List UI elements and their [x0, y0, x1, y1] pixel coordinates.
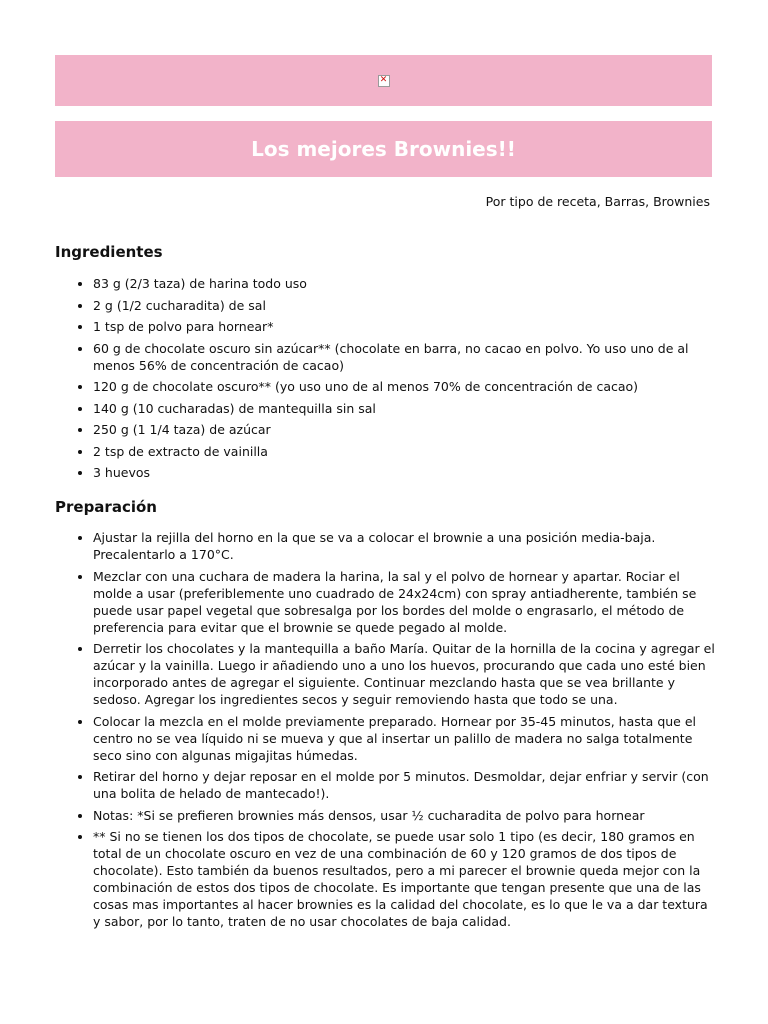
list-item: • 1 tsp de polvo para hornear* [93, 318, 715, 335]
preparation-list [55, 529, 715, 930]
list-item: • Colocar la mezcla en el molde previamente preparado. Hornear por 35-45 minutos, hasta que el centro no se vea líquido ni se mueva y que al insertar un palillo de madera no salga totalmente seco sino con algunas migajitas húmedas. [93, 713, 715, 764]
list-item: • 120 g de chocolate oscuro** (yo uso uno de al menos 70% de concentración de cacao) [93, 378, 715, 395]
page-title: Los mejores Brownies!! [251, 137, 516, 161]
title-banner [55, 121, 712, 177]
list-item: • 2 tsp de extracto de vainilla [93, 443, 715, 460]
list-item: • 2 g (1/2 cucharadita) de sal [93, 297, 715, 314]
list-item: • 83 g (2/3 taza) de harina todo uso [93, 275, 715, 292]
ingredients-heading: Ingredientes [55, 243, 163, 261]
list-item: • 140 g (10 cucharadas) de mantequilla sin sal [93, 400, 715, 417]
list-item: • Retirar del horno y dejar reposar en el molde por 5 minutos. Desmoldar, dejar enfriar y servir (con una bolita de helado de mantecado!). [93, 768, 715, 802]
list-item: • Notas: *Si se prefieren brownies más densos, usar ½ cucharadita de polvo para hornear [93, 807, 715, 824]
preparation-section [55, 498, 715, 935]
list-item: • 250 g (1 1/4 taza) de azúcar [93, 421, 715, 438]
list-item: • Mezclar con una cuchara de madera la harina, la sal y el polvo de hornear y apartar. Rociar el molde a usar (preferiblemente uno cuadrado de 24x24cm) con spray antiadherente, también se puede usar papel vegetal que sobresalga por los bordes del molde o engrasarlo, el método de preferencia para evitar que el brownie se quede pegado al molde. [93, 568, 715, 636]
header-image-banner [55, 55, 712, 106]
list-item: • ** Si no se tienen los dos tipos de chocolate, se puede usar solo 1 tipo (es decir, 180 gramos en total de un chocolate oscuro en vez de una combinación de 60 y 120 gramos de dos tipos de chocolate). Esto también da buenos resultados, pero a mi parecer el brownie queda mejor con la combinación de estos dos tipos de chocolate. Es importante que tengan presente que una de las cosas mas importantes al hacer brownies es la calidad del chocolate, es lo que le va a dar textura y sabor, por lo tanto, traten de no usar chocolates de baja calidad. [93, 828, 715, 930]
ingredients-section [55, 243, 715, 486]
list-item: • Ajustar la rejilla del horno en la que se va a colocar el brownie a una posición media-baja. Precalentarlo a 170°C. [93, 529, 715, 563]
recipe-categories: Por tipo de receta, Barras, Brownies [485, 194, 710, 209]
list-item: • 60 g de chocolate oscuro sin azúcar** (chocolate en barra, no cacao en polvo. Yo uso uno de al menos 56% de concentración de cacao) [93, 340, 715, 374]
list-item: • 3 huevos [93, 464, 715, 481]
preparation-heading: Preparación [55, 498, 157, 516]
ingredients-list [55, 275, 715, 481]
list-item: • Derretir los chocolates y la mantequilla a baño María. Quitar de la hornilla de la cocina y agregar el azúcar y la vainilla. Luego ir añadiendo uno a uno los huevos, procurando que cada uno esté bien incorporado antes de agregar el siguiente. Continuar mezclando hasta que se vea brillante y sedoso. Agregar los ingredientes secos y seguir removiendo hasta que todo se una. [93, 640, 715, 708]
broken-image-icon: ✕ [378, 75, 390, 87]
